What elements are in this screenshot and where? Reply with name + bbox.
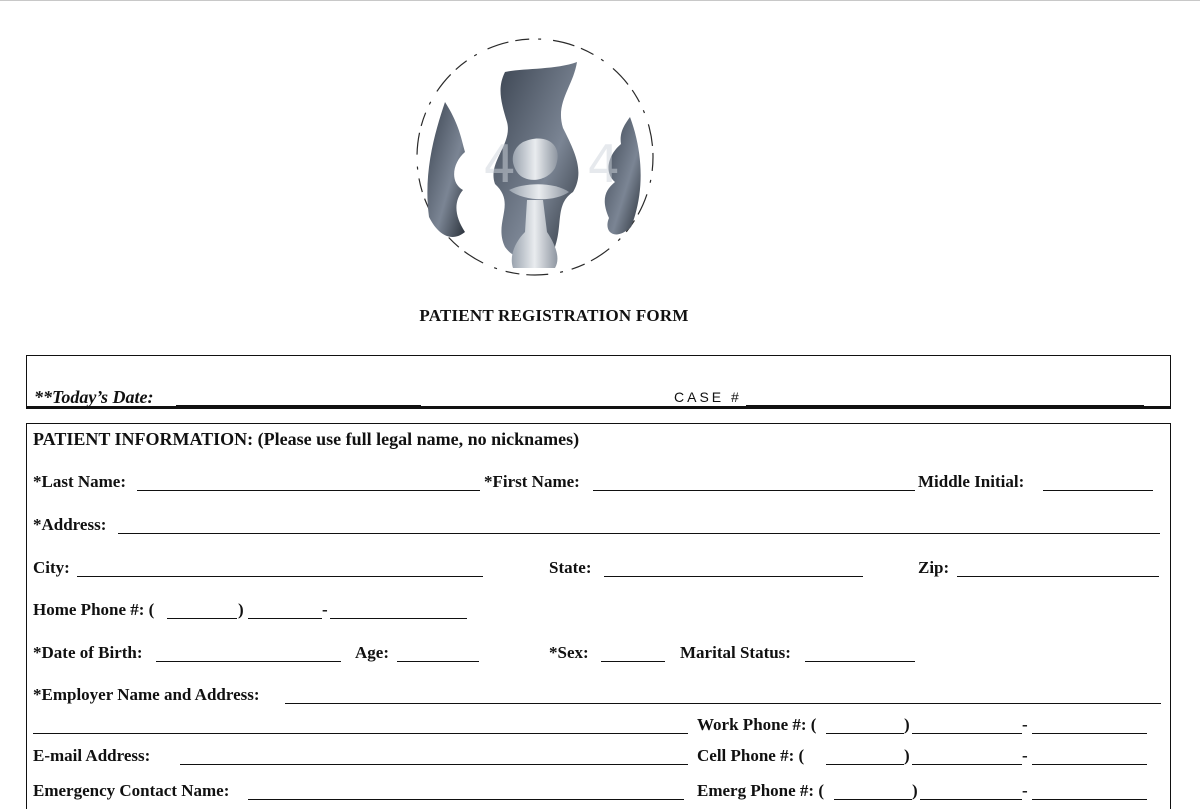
patient-information-heading: PATIENT INFORMATION: (Please use full legal name, no nicknames) (33, 429, 580, 449)
sex-field[interactable] (601, 661, 665, 662)
city-field[interactable] (77, 576, 483, 577)
case-number-field[interactable] (746, 405, 1144, 406)
todays-date-label: **Today’s Date: (34, 387, 154, 407)
work-phone-dash: - (1022, 715, 1028, 734)
email-label: E-mail Address: (33, 746, 151, 765)
employer-label: *Employer Name and Address: (33, 685, 260, 704)
emerg-phone-label: Emerg Phone #: ( (697, 781, 825, 800)
home-phone-dash: - (322, 600, 328, 619)
marital-status-label: Marital Status: (680, 643, 791, 662)
home-phone-prefix-field[interactable] (248, 618, 322, 619)
last-name-field[interactable] (137, 490, 480, 491)
home-phone-line-field[interactable] (330, 618, 467, 619)
emergency-contact-label: Emergency Contact Name: (33, 781, 230, 800)
city-label: City: (33, 558, 70, 577)
cell-phone-line-field[interactable] (1032, 764, 1147, 765)
date-of-birth-label: *Date of Birth: (33, 643, 143, 662)
svg-text:4: 4 (483, 135, 517, 195)
date-of-birth-field[interactable] (156, 661, 341, 662)
work-phone-close-paren: ) (904, 715, 910, 734)
middle-initial-label: Middle Initial: (918, 472, 1025, 491)
work-phone-line-field[interactable] (1032, 733, 1147, 734)
work-phone-prefix-field[interactable] (912, 733, 1022, 734)
state-field[interactable] (604, 576, 863, 577)
form-title: PATIENT REGISTRATION FORM (419, 306, 689, 325)
home-phone-area-code-field[interactable] (167, 618, 237, 619)
emerg-phone-close-paren: ) (912, 781, 918, 800)
state-label: State: (549, 558, 592, 577)
middle-initial-field[interactable] (1043, 490, 1153, 491)
sex-label: *Sex: (549, 643, 589, 662)
emerg-phone-dash: - (1022, 781, 1028, 800)
first-name-label: *First Name: (484, 472, 580, 491)
cell-phone-close-paren: ) (904, 746, 910, 765)
cell-phone-dash: - (1022, 746, 1028, 765)
cell-phone-area-code-field[interactable] (826, 764, 904, 765)
employer-address-field[interactable] (33, 733, 688, 734)
email-field[interactable] (180, 764, 688, 765)
employer-field[interactable] (285, 703, 1161, 704)
address-field[interactable] (118, 533, 1160, 534)
page-top-border (0, 0, 1200, 1)
cell-phone-prefix-field[interactable] (912, 764, 1022, 765)
work-phone-area-code-field[interactable] (826, 733, 904, 734)
home-phone-close-paren: ) (238, 600, 244, 619)
zip-field[interactable] (957, 576, 1159, 577)
marital-status-field[interactable] (805, 661, 915, 662)
emerg-phone-prefix-field[interactable] (920, 799, 1022, 800)
date-case-box (26, 355, 1171, 409)
home-phone-label: Home Phone #: ( (33, 600, 155, 619)
age-label: Age: (355, 643, 389, 662)
last-name-label: *Last Name: (33, 472, 127, 491)
first-name-field[interactable] (593, 490, 915, 491)
emerg-phone-area-code-field[interactable] (834, 799, 912, 800)
svg-text:4: 4 (587, 135, 621, 195)
emerg-phone-line-field[interactable] (1032, 799, 1147, 800)
cell-phone-label: Cell Phone #: ( (697, 746, 805, 765)
emergency-contact-field[interactable] (248, 799, 684, 800)
case-number-label: CASE # (674, 389, 742, 405)
zip-label: Zip: (918, 558, 950, 577)
faces-vase-logo-icon (405, 32, 665, 277)
age-field[interactable] (397, 661, 479, 662)
todays-date-field[interactable] (176, 405, 421, 406)
address-label: *Address: (33, 515, 107, 534)
work-phone-label: Work Phone #: ( (697, 715, 817, 734)
